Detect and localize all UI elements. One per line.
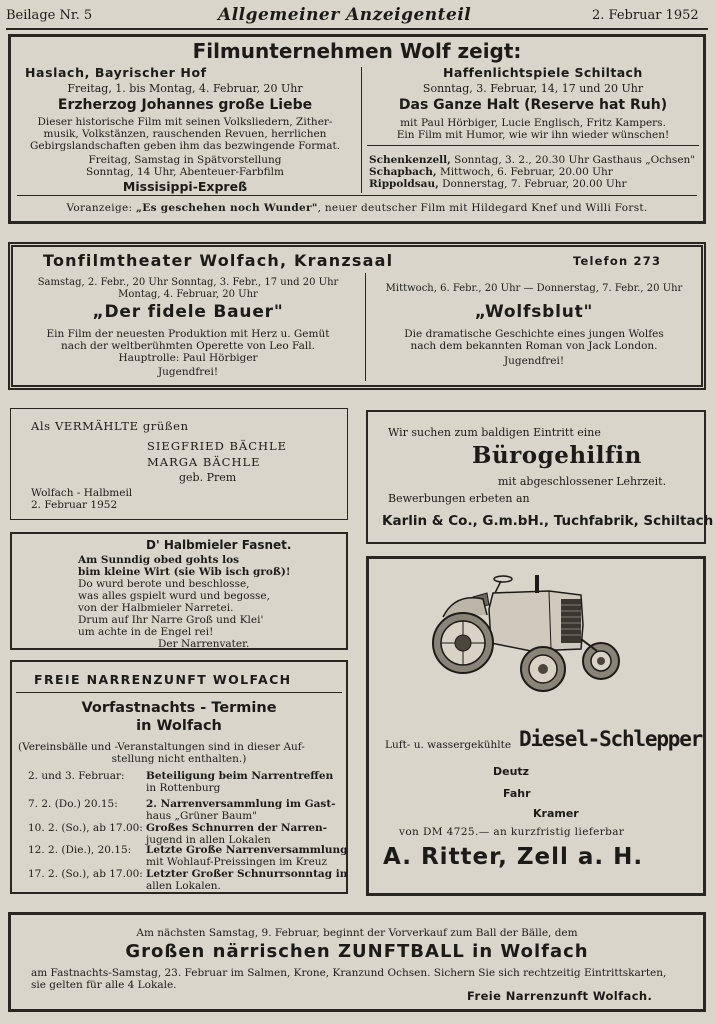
fasnet-ad	[10, 532, 348, 650]
wolf-bottom-rule	[17, 195, 697, 196]
zunft-event-text: Beteiligung beim Narrentreffen	[146, 770, 334, 782]
tonfilm-right-desc2: nach dem bekannten Roman von Jack London.	[410, 340, 658, 352]
tonfilm-title: Tonfilmtheater Wolfach, Kranzsaal	[43, 251, 394, 270]
section-title: Allgemeiner Anzeigenteil	[218, 5, 472, 25]
zunft-note1: (Vereinsbälle und -Veranstaltungen sind in dieser Auf-	[18, 741, 305, 753]
wolf-left-dates: Freitag, 1. bis Montag, 4. Februar, 20 Uhr	[67, 82, 303, 95]
wolf-left-extra2: Sonntag, 14 Uhr, Abenteuer-Farbfilm	[86, 166, 284, 178]
wolf-right-rule	[367, 145, 699, 146]
zunft-event-date: 7. 2. (Do.) 20.15:	[28, 798, 118, 810]
job-requirement: mit abgeschlossener Lehrzeit.	[498, 475, 667, 488]
tonfilm-phone: Telefon 273	[573, 254, 662, 268]
zunft-event-text-cont: allen Lokalen.	[146, 880, 221, 892]
tonfilm-right-desc1: Die dramatische Geschichte eines jungen Wolfes	[404, 328, 664, 340]
wolf-right-show1	[369, 154, 695, 166]
zunft-event-text-cont: mit Wohlauf-Preissingen im Kreuz	[146, 856, 328, 868]
wedding-date: 2. Februar 1952	[31, 499, 118, 511]
zunft-header-rule	[16, 692, 342, 693]
tonfilm-ad	[8, 242, 706, 390]
issue-number: Beilage Nr. 5	[6, 8, 93, 23]
ball-line1: Am nächsten Samstag, 9. Februar, beginnt der Vorverkauf zum Ball der Bälle, dem	[136, 927, 578, 939]
wolf-left-venue: Haslach, Bayrischer Hof	[25, 65, 207, 80]
preview-label: Voranzeige:	[66, 202, 133, 214]
zunft-event-date: 17. 2. (So.), ab 17.00:	[28, 868, 143, 880]
wolf-right-film: Das Ganze Halt (Reserve hat Ruh)	[398, 97, 668, 113]
tonfilm-left-desc1: Ein Film der neuesten Produktion mit Herz u. Gemüt	[46, 328, 330, 340]
wolf-right-show3	[369, 178, 626, 190]
zunft-event-text-cont: haus „Grüner Baum"	[146, 810, 257, 822]
tonfilm-left-dates2: Montag, 4. Februar, 20 Uhr	[118, 289, 258, 300]
preview-rest: , neuer deutscher Film mit Hildegard Knef und Willi Forst.	[317, 202, 648, 214]
tractor-brand-kramer: Kramer	[533, 807, 579, 820]
tractor-intro: Luft- u. wassergekühlte	[385, 739, 512, 751]
tonfilm-left-desc2: nach der weltberühmten Operette von Leo Fall.	[61, 340, 315, 352]
wolf-column-divider	[361, 67, 362, 193]
zunft-event-text: Großes Schnurren der Narren-	[146, 822, 327, 834]
tonfilm-left-rating: Jugendfrei!	[157, 366, 219, 378]
tonfilm-left-film: „Der fidele Bauer"	[92, 302, 284, 322]
fasnet-title: D' Halbmieler Fasnet.	[146, 538, 292, 552]
fasnet-line5: von der Halbmieler Narretei.	[78, 602, 234, 614]
wedding-place: Wolfach - Halbmeil	[31, 487, 133, 499]
wedding-maiden: geb. Prem	[179, 471, 237, 484]
job-company: Karlin & Co., G.m.bH., Tuchfabrik, Schiltach	[382, 513, 714, 529]
fasnet-line7: um achte in de Engel rei!	[78, 626, 214, 638]
wolf-left-film: Erzherzog Johannes große Liebe	[57, 97, 313, 113]
wolf-left-desc2: musik, Volkstänzen, rauschenden Revuen, herrlichen	[43, 128, 327, 140]
wedding-name1: SIEGFRIED BÄCHLE	[147, 439, 288, 453]
wedding-name2: MARGA BÄCHLE	[147, 455, 261, 469]
fasnet-line2: bim kleine Wirt (sie Wib isch groß)!	[78, 566, 291, 578]
zunft-event-text: Letzter Großer Schnurrsonntag in	[146, 868, 348, 880]
fasnet-line6: Drum auf Ihr Narre Groß und Klei'	[78, 614, 264, 626]
wolf-left-desc1: Dieser historische Film mit seinen Volksliedern, Zither-	[37, 116, 333, 128]
wolf-left-desc3: Gebirgslandschaften geben ihm das bezwingende Format.	[29, 140, 341, 152]
header-rule	[6, 28, 708, 30]
tonfilm-left-lead: Hauptrolle: Paul Hörbiger	[118, 352, 258, 364]
show3-time: Donnerstag, 7. Februar, 20.00 Uhr	[442, 178, 627, 190]
show2-time: Mittwoch, 6. Februar, 20.00 Uhr	[439, 166, 613, 178]
ball-ad	[8, 912, 706, 1012]
zunft-event-date: 2. und 3. Februar:	[28, 770, 125, 782]
tonfilm-left-dates1: Samstag, 2. Febr., 20 Uhr Sonntag, 3. Febr., 17 und 20 Uhr	[37, 277, 339, 288]
zunft-event-text: 2. Narrenversammlung im Gast-	[146, 798, 336, 810]
tractor-product: Diesel-Schlepper	[519, 727, 703, 751]
fasnet-line3: Do wurd berote und beschlosse,	[78, 578, 250, 590]
preview-film: „Es geschehen noch Wunder"	[135, 202, 318, 214]
job-ad	[366, 410, 714, 544]
tractor-price: von DM 4725.— an kurzfristig lieferbar	[399, 826, 625, 838]
job-apply: Bewerbungen erbeten an	[388, 492, 530, 505]
tractor-ad	[366, 556, 706, 896]
zunft-event-text-cont: jugend in allen Lokalen	[146, 834, 271, 846]
job-position: Bürogehilfin	[472, 442, 642, 469]
zunft-event-text: Letzte Große Narrenversammlung	[146, 844, 348, 856]
fasnet-signature: Der Narrenvater.	[158, 638, 250, 650]
zunft-event-date: 10. 2. (So.), ab 17.00:	[28, 822, 143, 834]
ball-line2: am Fastnachts-Samstag, 23. Februar im Salmen, Krone, Kranzund Ochsen. Sichern Sie sich rechtzeitig Eintrittskarten,	[31, 967, 667, 979]
zunft-event-text-cont: in Rottenburg	[146, 782, 221, 794]
fasnet-line1: Am Sunndig obed gohts los	[78, 554, 240, 566]
ball-line3: sie gelten für alle 4 Lokale.	[31, 979, 177, 991]
show2-place: Schapbach,	[369, 166, 437, 178]
zunft-note2: stellung nicht enthalten.)	[111, 753, 247, 765]
wolf-title: Filmunternehmen Wolf zeigt:	[192, 39, 522, 63]
wolf-right-venue: Haffenlichtspiele Schiltach	[443, 65, 643, 80]
tonfilm-right-film: „Wolfsblut"	[474, 302, 594, 322]
job-intro: Wir suchen zum baldigen Eintritt eine	[388, 426, 601, 439]
wolf-left-extra1: Freitag, Samstag in Spätvorstellung	[88, 154, 282, 166]
issue-date: 2. Februar 1952	[592, 8, 699, 23]
tractor-dealer: A. Ritter, Zell a. H.	[383, 844, 644, 870]
ball-signature: Freie Narrenzunft Wolfach.	[467, 989, 653, 1003]
tractor-illustration	[431, 569, 631, 694]
zunft-title2: in Wolfach	[136, 718, 222, 734]
zunft-ad	[10, 660, 348, 894]
wedding-intro: Als VERMÄHLTE grüßen	[31, 419, 189, 433]
ball-title: Großen närrischen ZUNFTBALL in Wolfach	[125, 941, 589, 962]
zunft-header: FREIE NARRENZUNFT WOLFACH	[34, 672, 292, 687]
wolf-left-extra-film: Missisippi-Expreß	[122, 179, 248, 194]
tractor-brand-deutz: Deutz	[493, 765, 530, 778]
wedding-ad	[10, 408, 348, 520]
show3-place: Rippoldsau,	[369, 178, 439, 190]
wolf-right-cast: mit Paul Hörbiger, Lucie Englisch, Fritz Kampers.	[400, 117, 666, 129]
zunft-title1: Vorfastnachts - Termine	[81, 700, 277, 716]
show1-place: Schenkenzell,	[369, 154, 451, 166]
tonfilm-right-rating: Jugendfrei!	[503, 355, 565, 367]
wolf-preview	[11, 202, 703, 214]
show1-time: Sonntag, 3. 2., 20.30 Uhr Gasthaus „Ochsen"	[454, 154, 696, 166]
zunft-event-date: 12. 2. (Die.), 20.15:	[28, 844, 132, 856]
fasnet-line4: was alles gspielt wurd und begosse,	[78, 590, 270, 602]
tonfilm-right-dates: Mittwoch, 6. Febr., 20 Uhr — Donnerstag, 7. Febr., 20 Uhr	[385, 283, 683, 294]
wolf-right-dates: Sonntag, 3. Februar, 14, 17 und 20 Uhr	[422, 82, 644, 95]
wolf-ad	[8, 34, 706, 224]
wolf-right-show2	[369, 166, 613, 178]
tonfilm-column-divider	[365, 273, 366, 381]
tractor-brand-fahr: Fahr	[503, 787, 531, 800]
wolf-right-tagline: Ein Film mit Humor, wie wir ihn wieder wünschen!	[396, 129, 670, 141]
